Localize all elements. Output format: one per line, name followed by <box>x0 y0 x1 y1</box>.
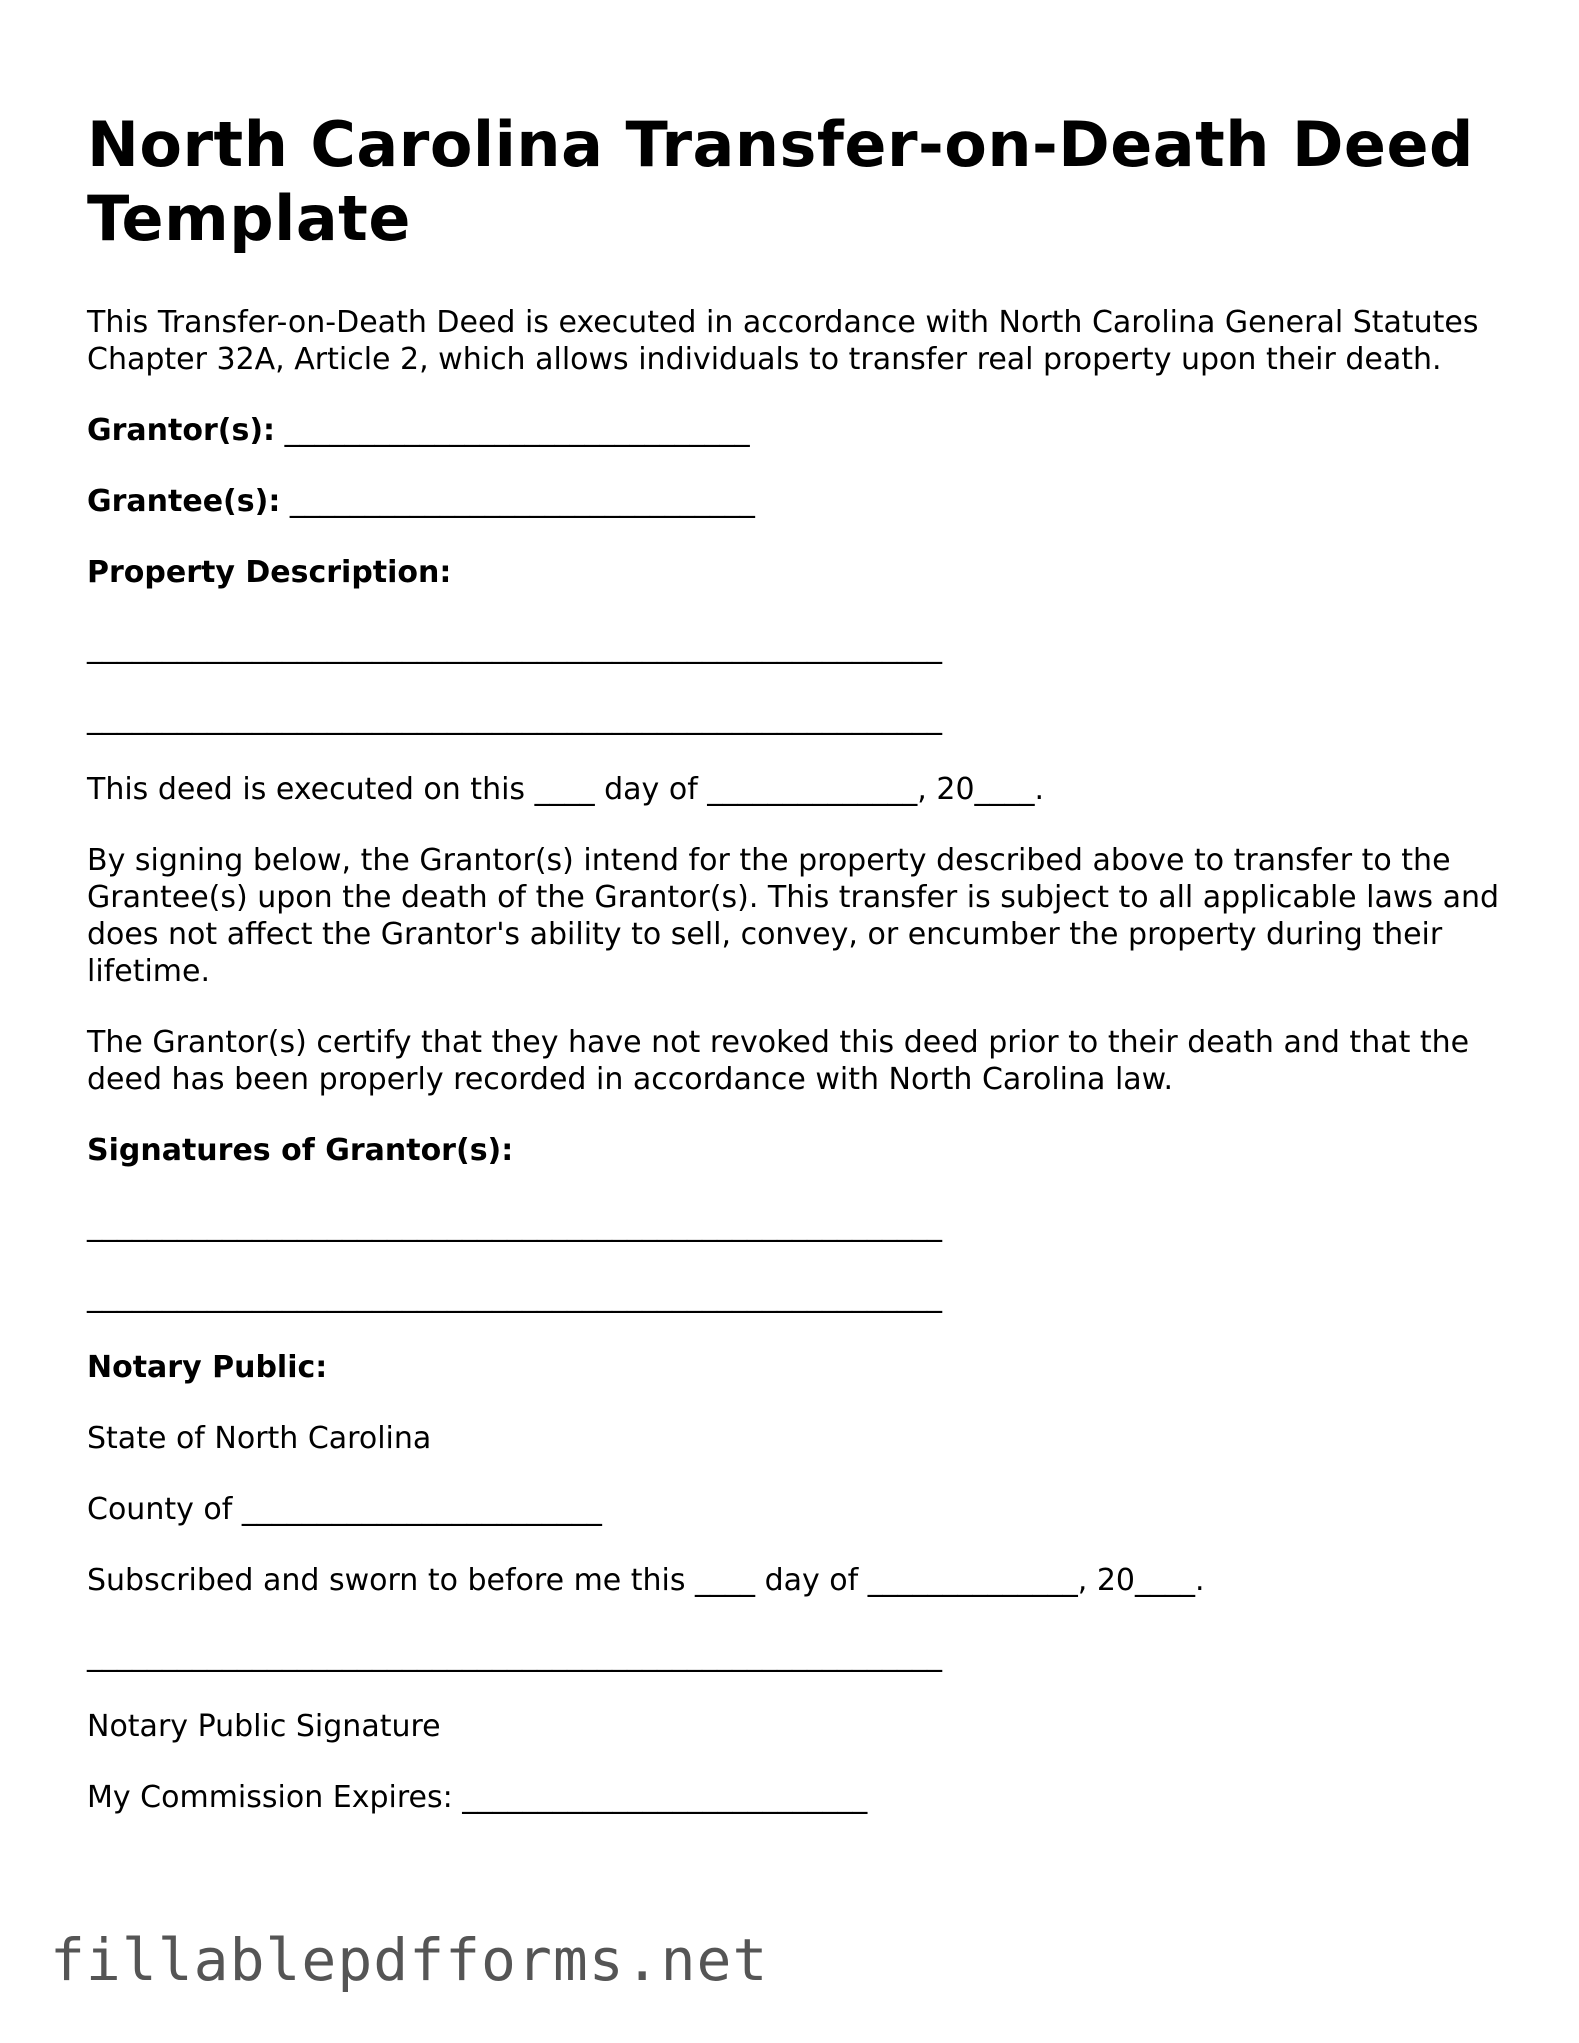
signature-line-2[interactable]: _________________________________________________________ <box>87 1279 942 1314</box>
page-title: North Carolina Transfer-on-Death Deed Template <box>87 108 1474 255</box>
deed-form <box>87 108 1507 1816</box>
grantee-blank[interactable]: _______________________________ <box>280 484 755 519</box>
property-line-1[interactable]: _________________________________________________________ <box>87 630 942 665</box>
notary-state: State of North Carolina <box>87 1421 432 1456</box>
commission-expires-field[interactable]: My Commission Expires: ___________________________ <box>87 1780 868 1815</box>
watermark-logo: fillablepdfforms.net <box>50 1926 769 1994</box>
grantee-label: Grantee(s): <box>87 484 281 519</box>
notary-sworn-line[interactable]: Subscribed and sworn to before me this ____ day of ______________, 20____. <box>87 1563 1205 1598</box>
notary-signature-caption: Notary Public Signature <box>87 1709 441 1744</box>
notary-label: Notary Public: <box>87 1350 328 1385</box>
property-line-2[interactable]: _________________________________________________________ <box>87 701 942 736</box>
notary-signature-line[interactable]: _________________________________________________________ <box>87 1638 942 1673</box>
notary-county-field[interactable]: County of ________________________ <box>87 1492 602 1527</box>
grantor-field <box>87 412 1507 449</box>
property-description-label: Property Description: <box>87 555 452 590</box>
signing-paragraph: By signing below, the Grantor(s) intend for the property described above to transfer to the Grantee(s) upon the death of the Grantor(s). This transfer is subject to all applicable laws and does not affect the Grantor's ability to sell, convey, or encumber the property during their lifetime. <box>87 843 1500 989</box>
certify-paragraph: The Grantor(s) certify that they have not revoked this deed prior to their death and that the deed has been properly recorded in accordance with North Carolina law. <box>87 1025 1470 1097</box>
signatures-label: Signatures of Grantor(s): <box>87 1133 514 1168</box>
grantor-blank[interactable]: _______________________________ <box>275 413 750 448</box>
signature-line-1[interactable]: _________________________________________________________ <box>87 1208 942 1243</box>
intro-paragraph: This Transfer-on-Death Deed is executed in accordance with North Carolina General Statutes Chapter 32A, Article 2, which allows individuals to transfer real property upon their death. <box>87 305 1479 377</box>
executed-date-line[interactable]: This deed is executed on this ____ day of ______________, 20____. <box>87 772 1045 807</box>
grantee-field <box>87 483 1507 520</box>
grantor-label: Grantor(s): <box>87 413 276 448</box>
